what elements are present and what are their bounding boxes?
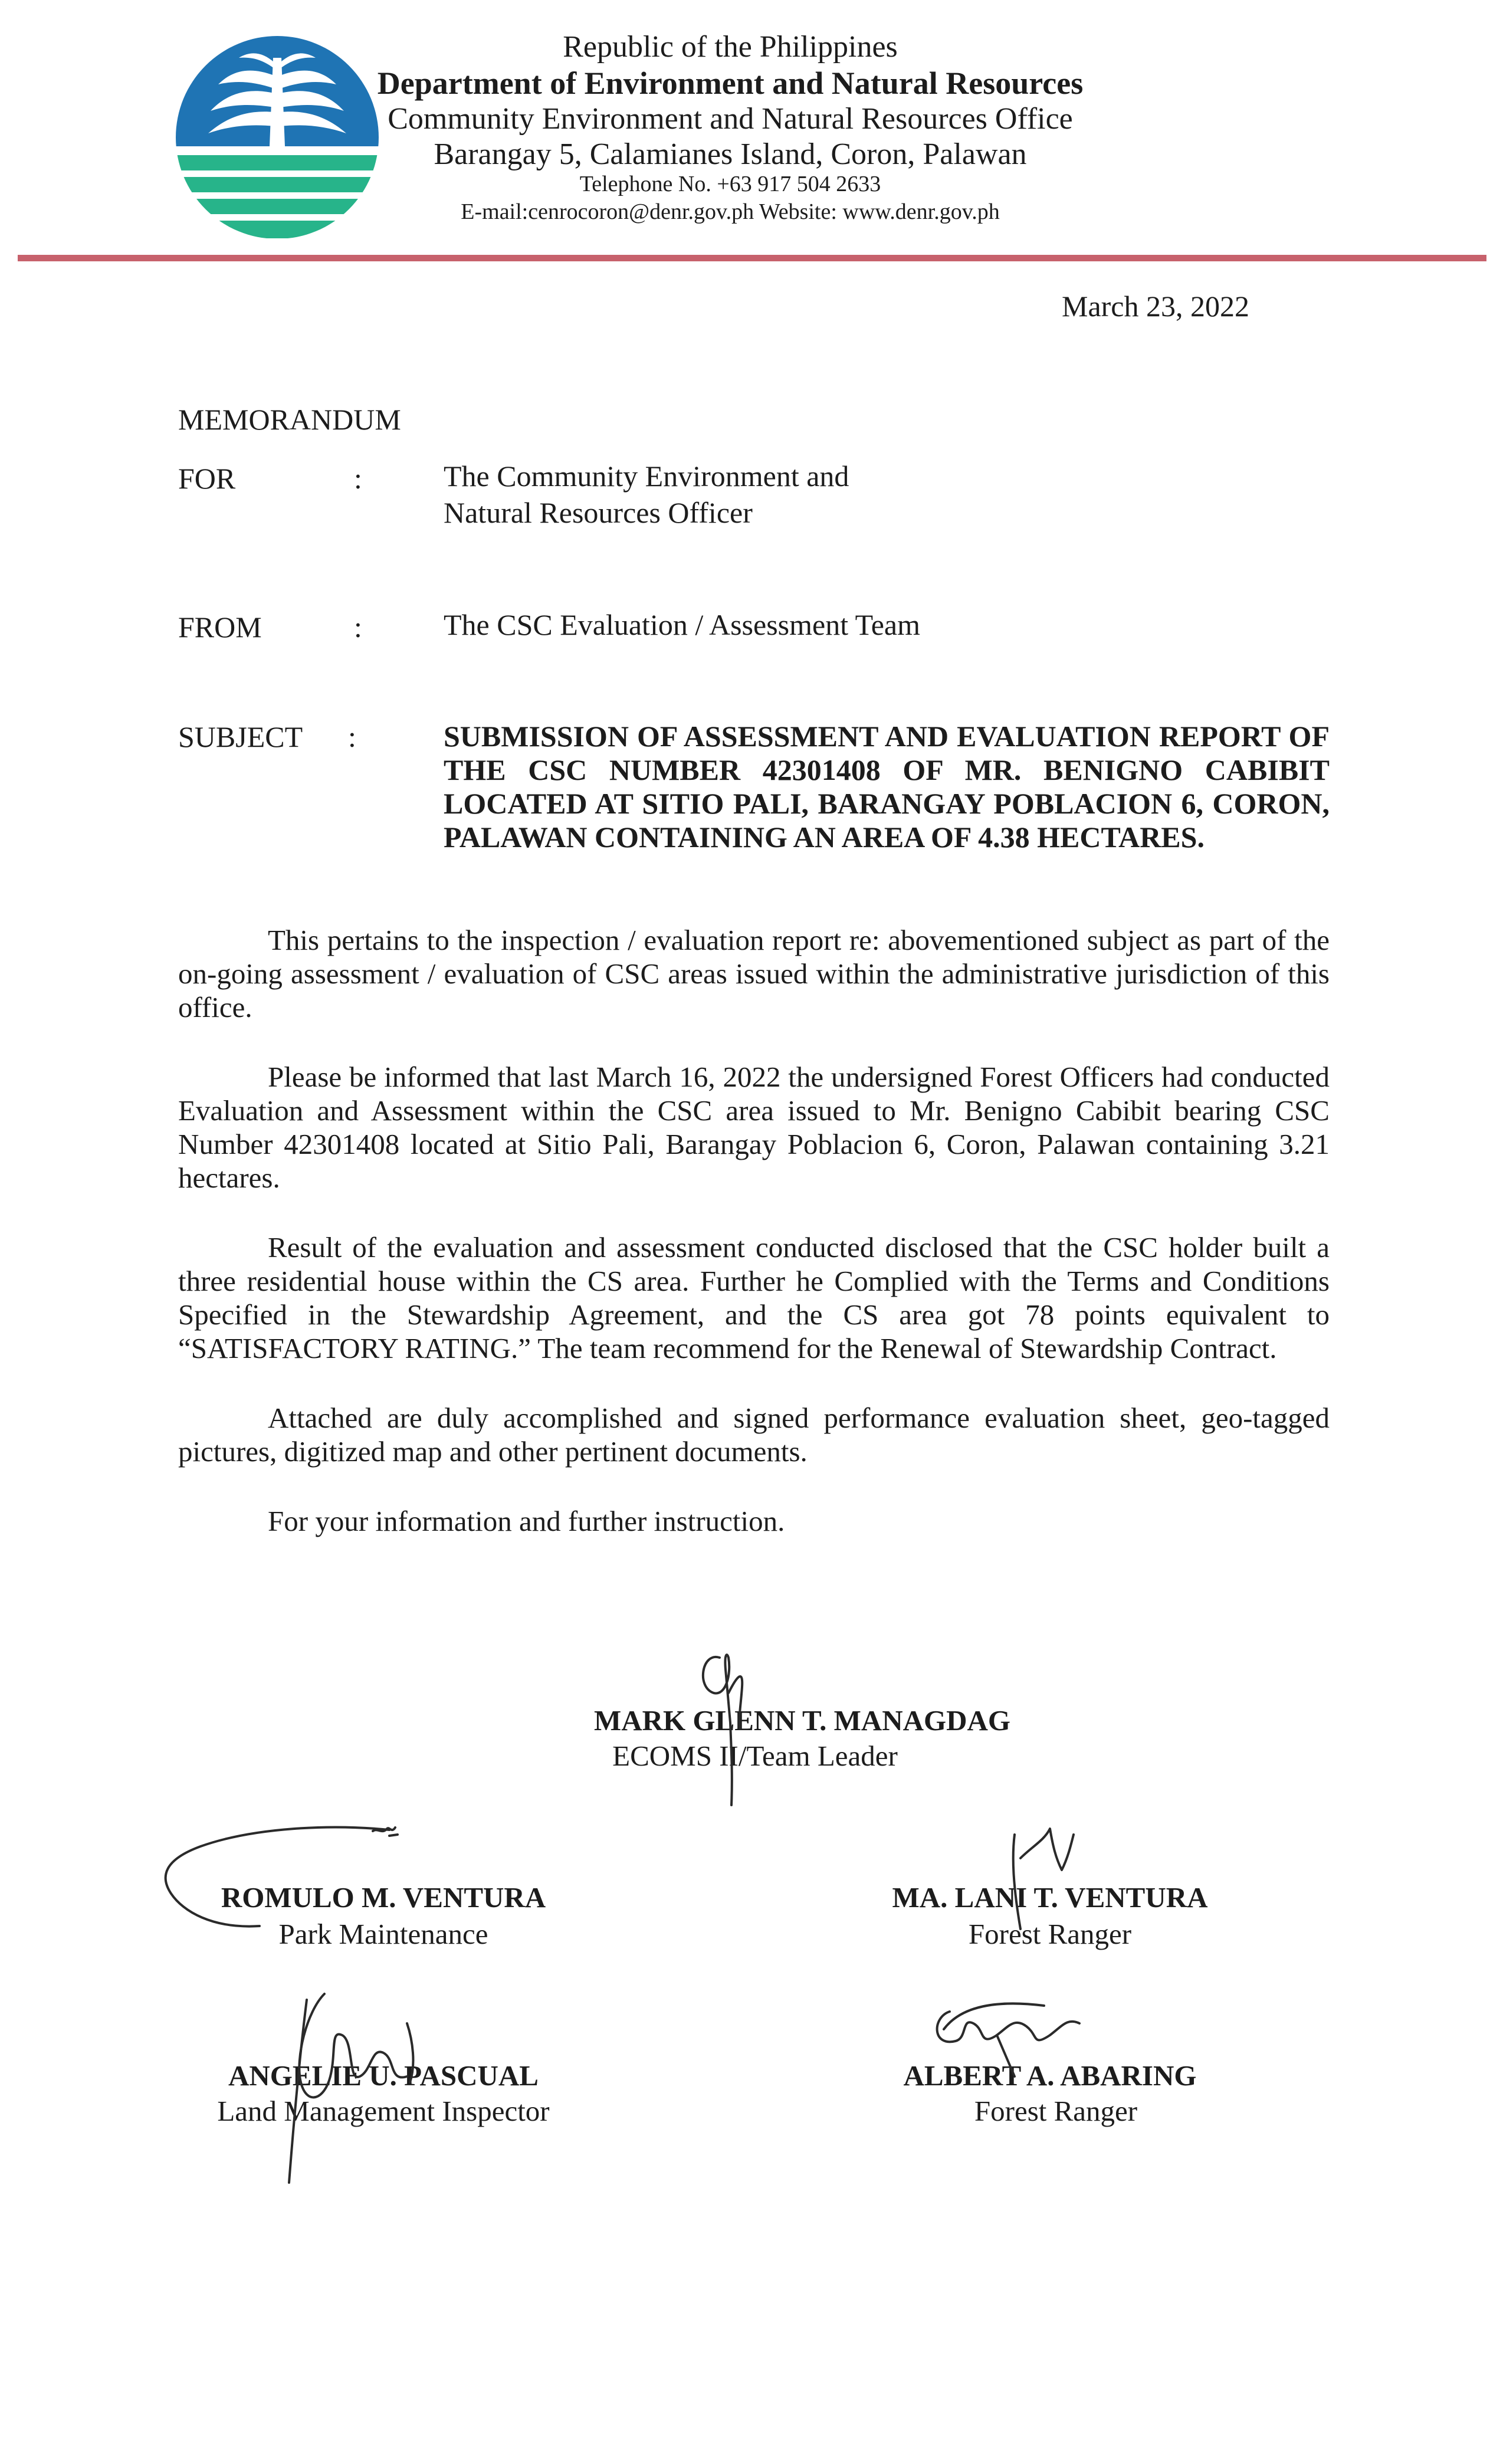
- signatory-1-signature: [153, 1823, 413, 1941]
- body-paragraph-1: This pertains to the inspection / evaluation report re: abovementioned subject as part of the on-going assessment / evaluation of CSC areas issued within the administrative jurisdiction of this office.: [178, 924, 1330, 1023]
- memo-heading: MEMORANDUM: [178, 403, 401, 436]
- signatory-2-name: MA. LANI T. VENTURA: [892, 1881, 1208, 1914]
- signatory-1-title: Park Maintenance: [278, 1918, 488, 1950]
- from-colon: :: [354, 611, 362, 644]
- signatory-3-signature: [271, 1988, 448, 2189]
- signatory-2-signature: [979, 1823, 1097, 1941]
- signatory-4-title: Forest Ranger: [974, 2095, 1138, 2127]
- from-label: FROM: [178, 611, 262, 644]
- body-paragraph-5: For your information and further instruction.: [268, 1505, 785, 1537]
- team-leader-title: ECOMS II/Team Leader: [612, 1740, 898, 1772]
- header-department: Department of Environment and Natural Resources: [377, 65, 1084, 101]
- header-republic: Republic of the Philippines: [563, 30, 898, 64]
- for-value: [444, 458, 849, 531]
- body-paragraph-4: Attached are duly accomplished and signed performance evaluation sheet, geo-tagged pictures, digitized map and other pertinent documents.: [178, 1402, 1330, 1468]
- subject-label: SUBJECT: [178, 720, 303, 753]
- header-office: Community Environment and Natural Resources Office: [388, 102, 1073, 136]
- subject-value: SUBMISSION OF ASSESSMENT AND EVALUATION REPORT OF THE CSC NUMBER 42301408 OF MR. BENIGNO CABIBIT LOCATED AT SITIO PALI, BARANGAY POBLACION 6, CORON, PALAWAN CONTAINING AN AREA OF 4.38 HECTARES.: [444, 720, 1330, 854]
- body-paragraph-3: Result of the evaluation and assessment conducted disclosed that the CSC holder built a three residential house within the CS area. Further he Complied with the Terms and Conditions Specified in the Stewardship Agreement, and the CS area got 78 points equivalent to “SATISFACTORY RATING.” The team recommend for the Renewal of Stewardship Contract.: [178, 1231, 1330, 1364]
- memo-date: March 23, 2022: [1062, 290, 1249, 323]
- for-value-line-2: Natural Resources Officer: [444, 496, 753, 529]
- signatory-3-name: ANGELIE U. PASCUAL: [228, 2059, 539, 2092]
- header-telephone: Telephone No. +63 917 504 2633: [579, 172, 881, 196]
- header-divider: [18, 255, 1486, 261]
- team-leader-signature: [684, 1634, 779, 1811]
- subject-colon: :: [348, 720, 356, 753]
- from-value: The CSC Evaluation / Assessment Team: [444, 608, 921, 641]
- signatory-2-title: Forest Ranger: [968, 1918, 1132, 1950]
- team-leader-name: MARK GLENN T. MANAGDAG: [594, 1704, 1010, 1737]
- header-address: Barangay 5, Calamianes Island, Coron, Palawan: [434, 137, 1027, 171]
- signatory-4-name: ALBERT A. ABARING: [903, 2059, 1197, 2092]
- signatory-3-title: Land Management Inspector: [217, 2095, 550, 2127]
- signatory-4-signature: [926, 1994, 1103, 2088]
- body-paragraph-2: Please be informed that last March 16, 2022 the undersigned Forest Officers had conducted Evaluation and Assessment within the CSC area issued to Mr. Benigno Cabibit bearing CSC Number 42301408 located at Sitio Pali, Barangay Poblacion 6, Coron, Palawan containing 3.21 hectares.: [178, 1061, 1330, 1194]
- header-email-website: E-mail:cenrocoron@denr.gov.ph Website: www.denr.gov.ph: [461, 199, 1000, 224]
- for-colon: :: [354, 462, 362, 495]
- for-value-line-1: The Community Environment and: [444, 460, 849, 493]
- signatory-1-name: ROMULO M. VENTURA: [221, 1881, 546, 1914]
- for-label: FOR: [178, 462, 236, 495]
